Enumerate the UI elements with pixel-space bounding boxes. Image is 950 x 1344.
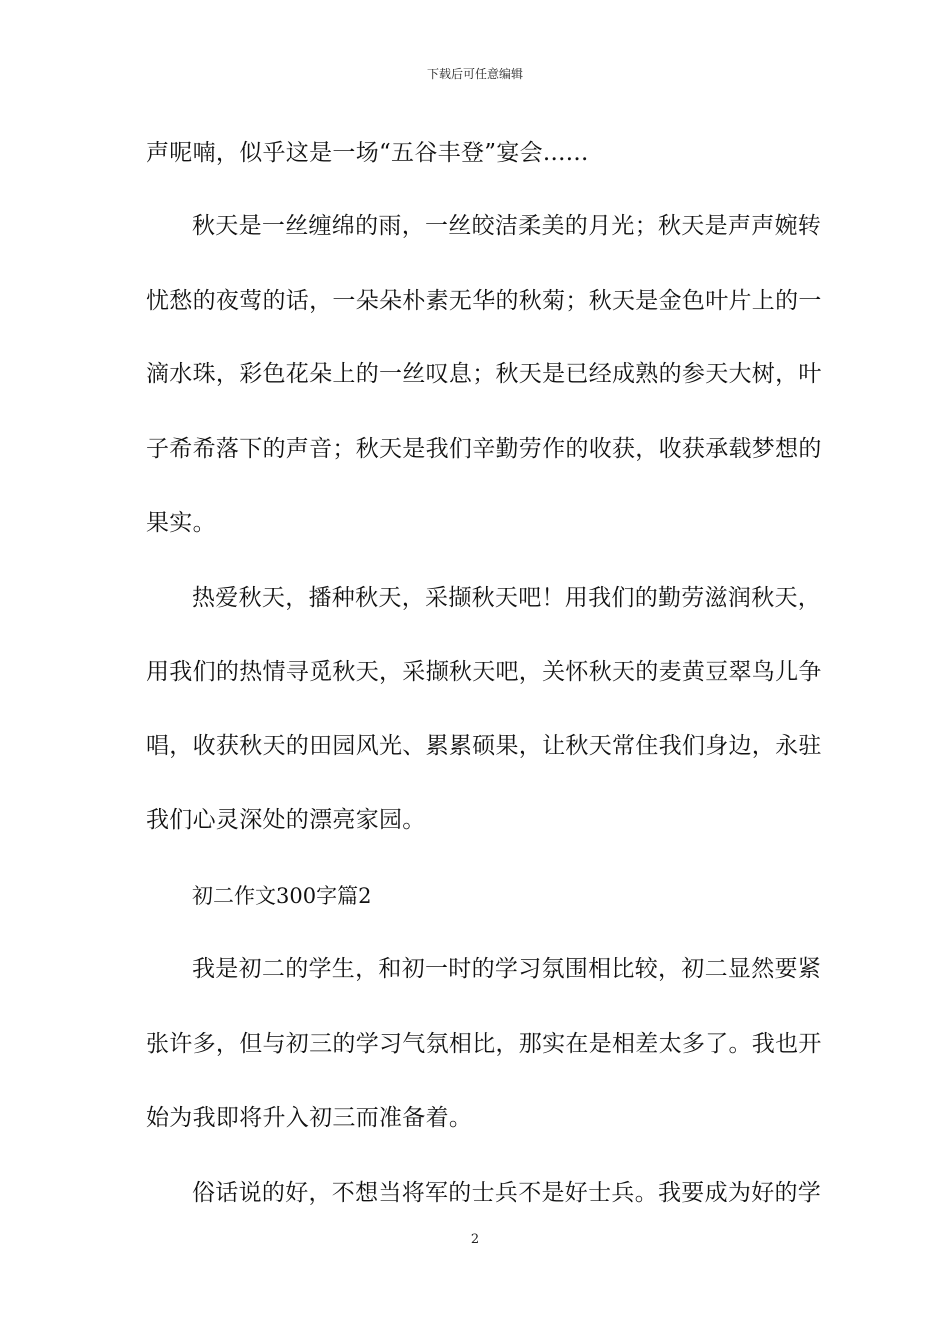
paragraph-2-line-2: 忧愁的夜莺的话，一朵朵朴素无华的秋菊；秋天是金色叶片上的一 [146,288,822,314]
paragraph-2-line-5: 果实。 [146,510,216,536]
paragraph-3-line-1: 热爱秋天，播种秋天，采撷秋天吧！用我们的勤劳滋润秋天， [192,585,822,611]
paragraph-2-line-3: 滴水珠，彩色花朵上的一丝叹息；秋天是已经成熟的参天大树，叶 [146,361,822,387]
paragraph-2-line-1: 秋天是一丝缠绵的雨，一丝皎洁柔美的月光；秋天是声声婉转 [192,213,822,239]
paragraph-3-line-3: 唱，收获秋天的田园风光、累累硕果，让秋天常住我们身边，永驻 [146,733,822,759]
page-header-note: 下载后可任意编辑 [426,67,523,81]
paragraph-3-line-2: 用我们的热情寻觅秋天，采撷秋天吧，关怀秋天的麦黄豆翠鸟儿争 [146,659,822,685]
paragraph-3-line-4: 我们心灵深处的漂亮家园。 [146,807,426,833]
paragraph-2-line-4: 子希希落下的声音；秋天是我们辛勤劳作的收获，收获承载梦想的 [146,436,822,462]
paragraph-5-line-2: 张许多，但与初三的学习气氛相比，那实在是相差太多了。我也开 [146,1031,822,1057]
paragraph-6-line-1: 俗话说的好，不想当将军的士兵不是好士兵。我要成为好的学 [192,1180,822,1206]
paragraph-5-line-3: 始为我即将升入初三而准备着。 [146,1105,473,1131]
paragraph-1-line-1: 声呢喃，似乎这是一场“五谷丰登”宴会...... [146,140,589,166]
page-number: 2 [470,1232,480,1247]
paragraph-5-line-1: 我是初二的学生，和初一时的学习氛围相比较，初二显然要紧 [192,956,822,982]
section-heading: 初二作文300字篇2 [192,884,372,908]
